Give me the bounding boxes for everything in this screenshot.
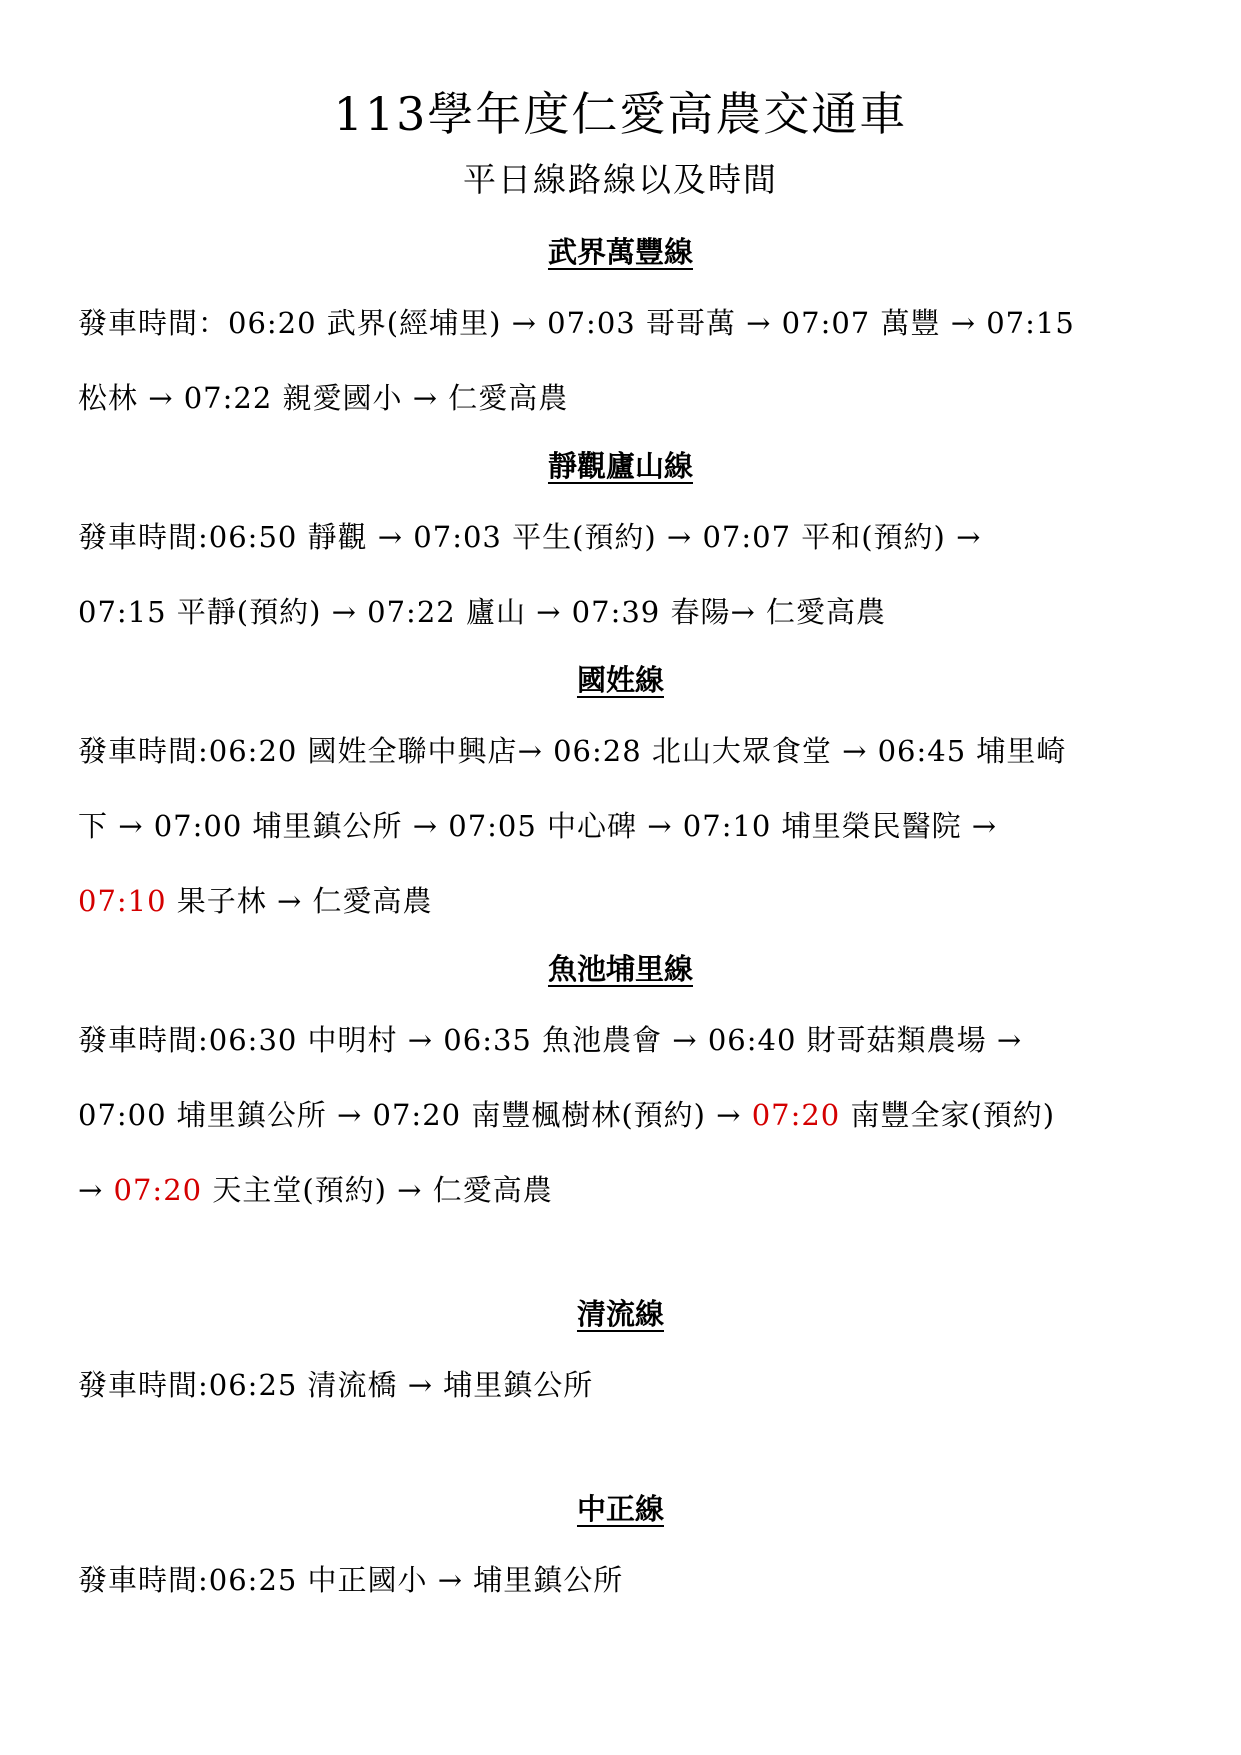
route-schedule-yuchi-puli <box>78 1003 1163 1228</box>
schedule-text: 天主堂(預約) → 仁愛高農 <box>202 1173 553 1207</box>
schedule-line: 發車時間:06:30 中明村 → 06:35 魚池農會 → 06:40 財哥菇類農場 → <box>78 1023 1023 1057</box>
schedule-line: 松林 → 07:22 親愛國小 → 仁愛高農 <box>78 381 569 415</box>
schedule-text: 南豐全家(預約) <box>840 1098 1056 1132</box>
schedule-line <box>78 864 1163 939</box>
route-schedule-jingguan-lushan <box>78 500 1163 650</box>
route-heading-jingguan-lushan: 靜觀廬山線 <box>547 449 693 483</box>
route-heading-wujie-wanfeng: 武界萬豐線 <box>547 235 693 269</box>
route-schedule-guoxing <box>78 714 1163 939</box>
highlighted-time: 07:20 <box>751 1098 841 1132</box>
schedule-text: 果子林 → 仁愛高農 <box>166 884 433 918</box>
route-heading-yuchi-puli: 魚池埔里線 <box>547 952 693 986</box>
route-schedule-wujie-wanfeng <box>78 286 1163 436</box>
schedule-text: → <box>78 1173 114 1207</box>
route-heading-zhongzheng: 中正線 <box>576 1492 664 1526</box>
schedule-line: 發車時間:06:25 清流橋 → 埔里鎮公所 <box>78 1368 594 1402</box>
schedule-line: 發車時間:06:25 中正國小 → 埔里鎮公所 <box>78 1563 624 1597</box>
schedule-line: 發車時間:06:50 靜觀 → 07:03 平生(預約) → 07:07 平和(預約) → <box>78 520 982 554</box>
document-subtitle: 平日線路線以及時間 <box>463 160 778 199</box>
highlighted-time: 07:10 <box>78 884 167 918</box>
route-schedule-zhongzheng <box>78 1543 1163 1618</box>
highlighted-time: 07:20 <box>113 1173 203 1207</box>
schedule-line: 發車時間:06:20 國姓全聯中興店→ 06:28 北山大眾食堂 → 06:45 埔里崎 <box>78 734 1067 768</box>
route-heading-qingliu: 清流線 <box>576 1297 664 1331</box>
schedule-line: 下 → 07:00 埔里鎮公所 → 07:05 中心碑 → 07:10 埔里榮民醫院 → <box>78 809 998 843</box>
schedule-line: 發車時間：06:20 武界(經埔里) → 07:03 哥哥萬 → 07:07 萬豐 → 07:15 <box>78 306 1075 340</box>
route-heading-guoxing: 國姓線 <box>576 663 664 697</box>
route-schedule-qingliu <box>78 1348 1163 1423</box>
schedule-line <box>78 1153 1163 1228</box>
schedule-line <box>78 1078 1163 1153</box>
schedule-text: 07:00 埔里鎮公所 → 07:20 南豐楓樹林(預約) → <box>78 1098 752 1132</box>
document-title: 113學年度仁愛高農交通車 <box>333 87 908 141</box>
schedule-line: 07:15 平靜(預約) → 07:22 廬山 → 07:39 春陽→ 仁愛高農 <box>78 595 886 629</box>
